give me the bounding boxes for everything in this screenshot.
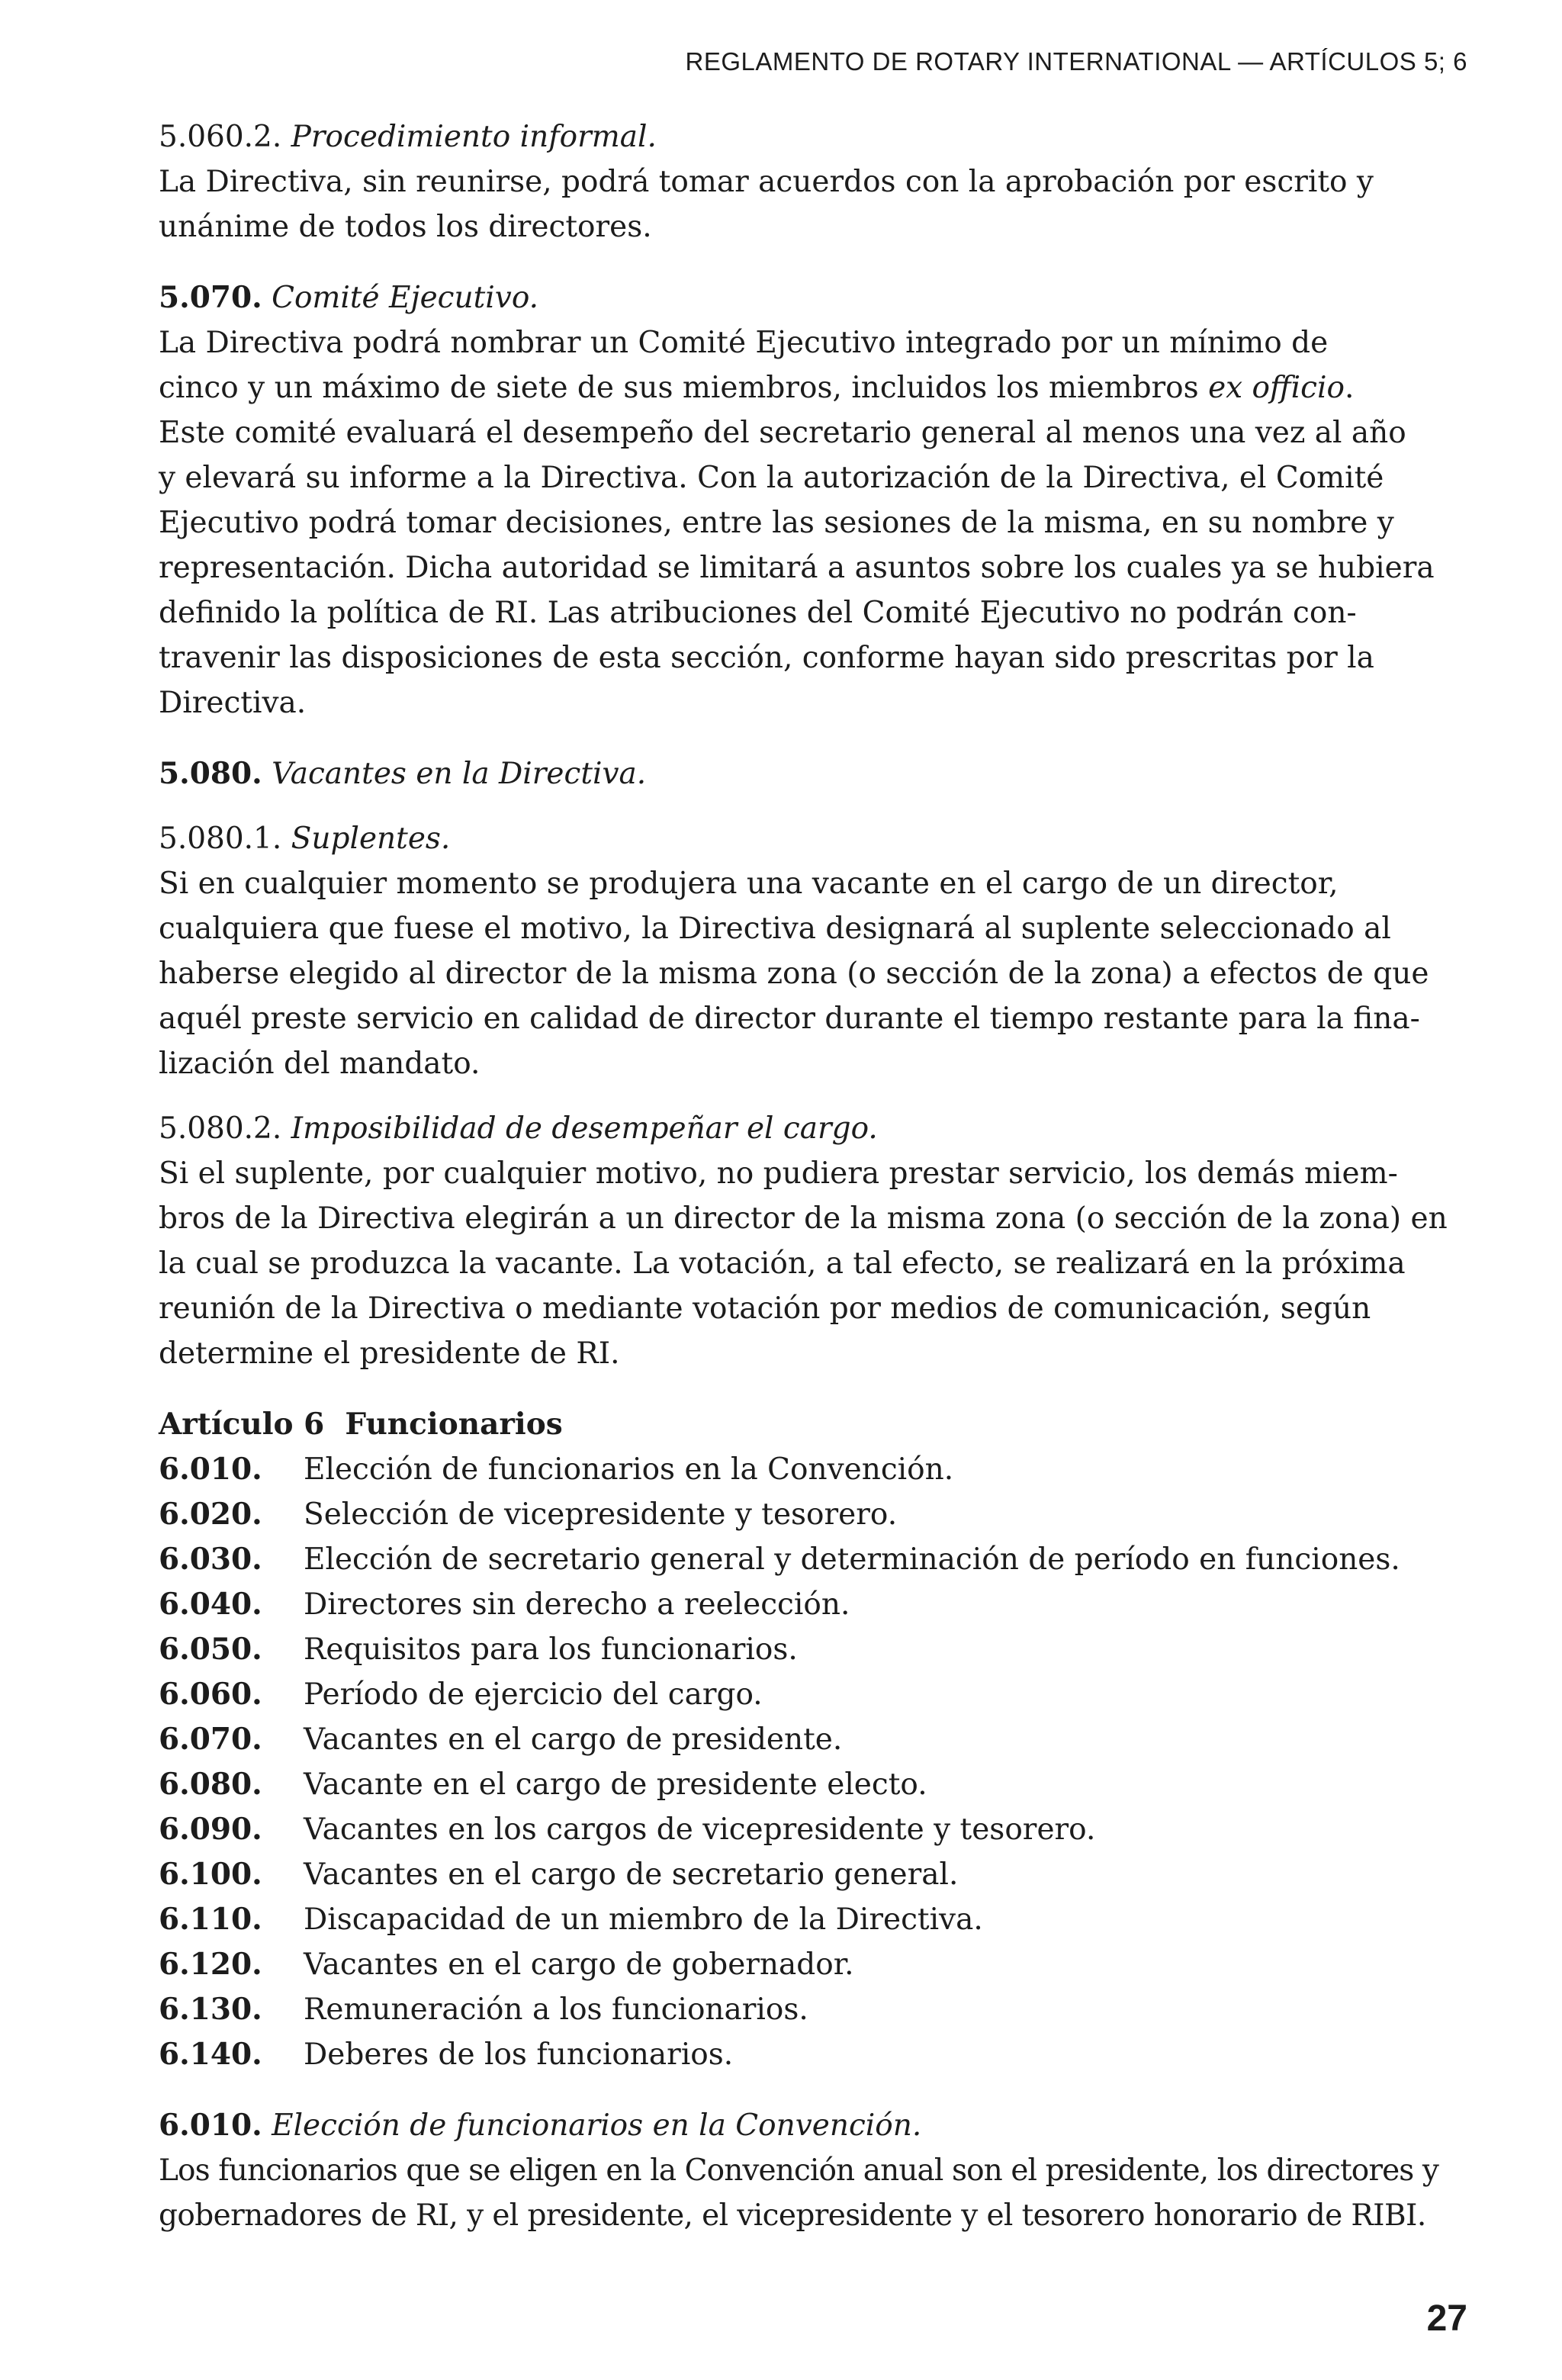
paragraph-line: unánime de todos los directores. [159, 210, 652, 244]
section-number: 6.010. [159, 2108, 262, 2143]
toc-title: Selección de vicepresidente y tesorero. [304, 1497, 898, 1532]
paragraph-line: bros de la Directiva elegirán a un director de la misma zona (o sección de la zona) en [159, 1201, 1448, 1236]
paragraph-line: travenir las disposiciones de esta sección, conforme hayan sido prescritas por la [159, 641, 1374, 675]
emphasis-text: ex officio [1208, 371, 1345, 405]
toc-number: 6.030. [159, 1542, 262, 1577]
paragraph-line: representación. Dicha autoridad se limitará a asuntos sobre los cuales ya se hubiera [159, 551, 1435, 585]
toc-number: 6.110. [159, 1902, 262, 1937]
toc-title: Requisitos para los funcionarios. [304, 1632, 798, 1667]
section-heading-6010 [159, 2103, 1478, 2148]
section-title: Elección de funcionarios en la Convención. [272, 2108, 922, 2143]
toc-row [159, 1582, 1478, 1627]
toc-number: 6.080. [159, 1767, 262, 1802]
section-title: Suplentes. [291, 822, 451, 856]
toc-row [159, 1537, 1478, 1582]
page-number: 27 [1426, 2298, 1467, 2339]
section-number: 5.080. [159, 756, 262, 791]
toc-number: 6.100. [159, 1857, 262, 1892]
paragraph-line: haberse elegido al director de la misma zona (o sección de la zona) a efectos de que [159, 957, 1429, 991]
section-heading-5080 [159, 751, 1478, 796]
paragraph-line: aquél preste servicio en calidad de director durante el tiempo restante para la fina- [159, 1002, 1420, 1036]
section-heading-5060-2 [159, 114, 1478, 159]
running-header: REGLAMENTO DE ROTARY INTERNATIONAL — ARTÍCULOS 5; 6 [685, 47, 1467, 76]
paragraph-line: Directiva. [159, 686, 307, 720]
toc-title: Vacantes en el cargo de secretario general. [304, 1857, 959, 1892]
toc-row [159, 1717, 1478, 1762]
toc-number: 6.010. [159, 1452, 262, 1487]
toc-title: Remuneración a los funcionarios. [304, 1992, 808, 2027]
toc-row [159, 1492, 1478, 1537]
toc-row [159, 1627, 1478, 1672]
toc-number: 6.130. [159, 1992, 262, 2027]
toc-row [159, 1762, 1478, 1807]
paragraph-line: La Directiva podrá nombrar un Comité Ejecutivo integrado por un mínimo de [159, 326, 1329, 360]
text-run: . [1344, 371, 1355, 405]
toc-title: Elección de funcionarios en la Convención. [304, 1452, 954, 1487]
section-heading-5080-2 [159, 1106, 1478, 1151]
paragraph-line: y elevará su informe a la Directiva. Con la autorización de la Directiva, el Comité [159, 461, 1384, 495]
section-number: 5.070. [159, 280, 262, 315]
paragraph-line: Este comité evaluará el desempeño del secretario general al menos una vez al año [159, 416, 1406, 450]
paragraph-line: Ejecutivo podrá tomar decisiones, entre las sesiones de la misma, en su nombre y [159, 506, 1394, 540]
article-toc [159, 1447, 1478, 2077]
toc-title: Vacantes en el cargo de presidente. [304, 1722, 843, 1757]
toc-number: 6.050. [159, 1632, 262, 1667]
paragraph-line: La Directiva, sin reunirse, podrá tomar acuerdos con la aprobación por escrito y [159, 165, 1374, 199]
toc-row [159, 1807, 1478, 1852]
toc-title: Directores sin derecho a reelección. [304, 1587, 850, 1622]
paragraph-line: Los funcionarios que se eligen en la Convención anual son el presidente, los directores y [159, 2153, 1439, 2188]
toc-row [159, 1672, 1478, 1717]
toc-row [159, 1942, 1478, 1987]
toc-number: 6.060. [159, 1677, 262, 1712]
text-run: cinco y un máximo de siete de sus miembros, incluidos los miembros [159, 371, 1209, 405]
toc-number: 6.140. [159, 2037, 262, 2072]
toc-title: Vacantes en los cargos de vicepresidente y tesorero. [304, 1812, 1096, 1847]
toc-title: Elección de secretario general y determinación de período en funciones. [304, 1542, 1400, 1577]
section-title: Imposibilidad de desempeñar el cargo. [291, 1111, 878, 1146]
section-title: Vacantes en la Directiva. [272, 757, 647, 791]
article-heading: Artículo 6 Funcionarios [159, 1407, 563, 1442]
toc-title: Deberes de los funcionarios. [304, 2037, 734, 2072]
toc-row [159, 1987, 1478, 2032]
paragraph-line: cualquiera que fuese el motivo, la Directiva designará al suplente seleccionado al [159, 912, 1391, 946]
paragraph-line: lización del mandato. [159, 1047, 480, 1081]
toc-row [159, 1897, 1478, 1942]
paragraph-line: determine el presidente de RI. [159, 1336, 620, 1371]
section-number: 5.080.1. [159, 822, 282, 856]
paragraph-line: Si en cualquier momento se produjera una vacante en el cargo de un director, [159, 867, 1339, 901]
toc-number: 6.070. [159, 1722, 262, 1757]
section-number: 5.060.2. [159, 120, 282, 154]
toc-row [159, 2032, 1478, 2077]
paragraph-line: Si el suplente, por cualquier motivo, no pudiera prestar servicio, los demás miem- [159, 1156, 1398, 1191]
toc-row [159, 1447, 1478, 1492]
toc-number: 6.120. [159, 1947, 262, 1982]
paragraph-line: reunión de la Directiva o mediante votación por medios de comunicación, según [159, 1291, 1371, 1326]
paragraph-line: la cual se produzca la vacante. La votación, a tal efecto, se realizará en la próxima [159, 1246, 1406, 1281]
toc-number: 6.090. [159, 1812, 262, 1847]
toc-number: 6.040. [159, 1587, 262, 1622]
toc-title: Vacante en el cargo de presidente electo. [304, 1767, 927, 1802]
paragraph-line: definido la política de RI. Las atribuciones del Comité Ejecutivo no podrán con- [159, 596, 1357, 630]
section-heading-5080-1 [159, 816, 1478, 861]
toc-title: Período de ejercicio del cargo. [304, 1677, 763, 1712]
section-number: 5.080.2. [159, 1111, 282, 1146]
paragraph-line: gobernadores de RI, y el presidente, el vicepresidente y el tesorero honorario de RIBI. [159, 2198, 1426, 2233]
page-content [159, 114, 1478, 2238]
section-title: Comité Ejecutivo. [272, 281, 539, 315]
toc-number: 6.020. [159, 1497, 262, 1532]
section-heading-5070 [159, 275, 1478, 320]
paragraph-line [159, 365, 1478, 410]
toc-title: Vacantes en el cargo de gobernador. [304, 1947, 854, 1982]
section-title: Procedimiento informal. [291, 120, 657, 154]
toc-title: Discapacidad de un miembro de la Directiva. [304, 1902, 983, 1937]
toc-row [159, 1852, 1478, 1897]
